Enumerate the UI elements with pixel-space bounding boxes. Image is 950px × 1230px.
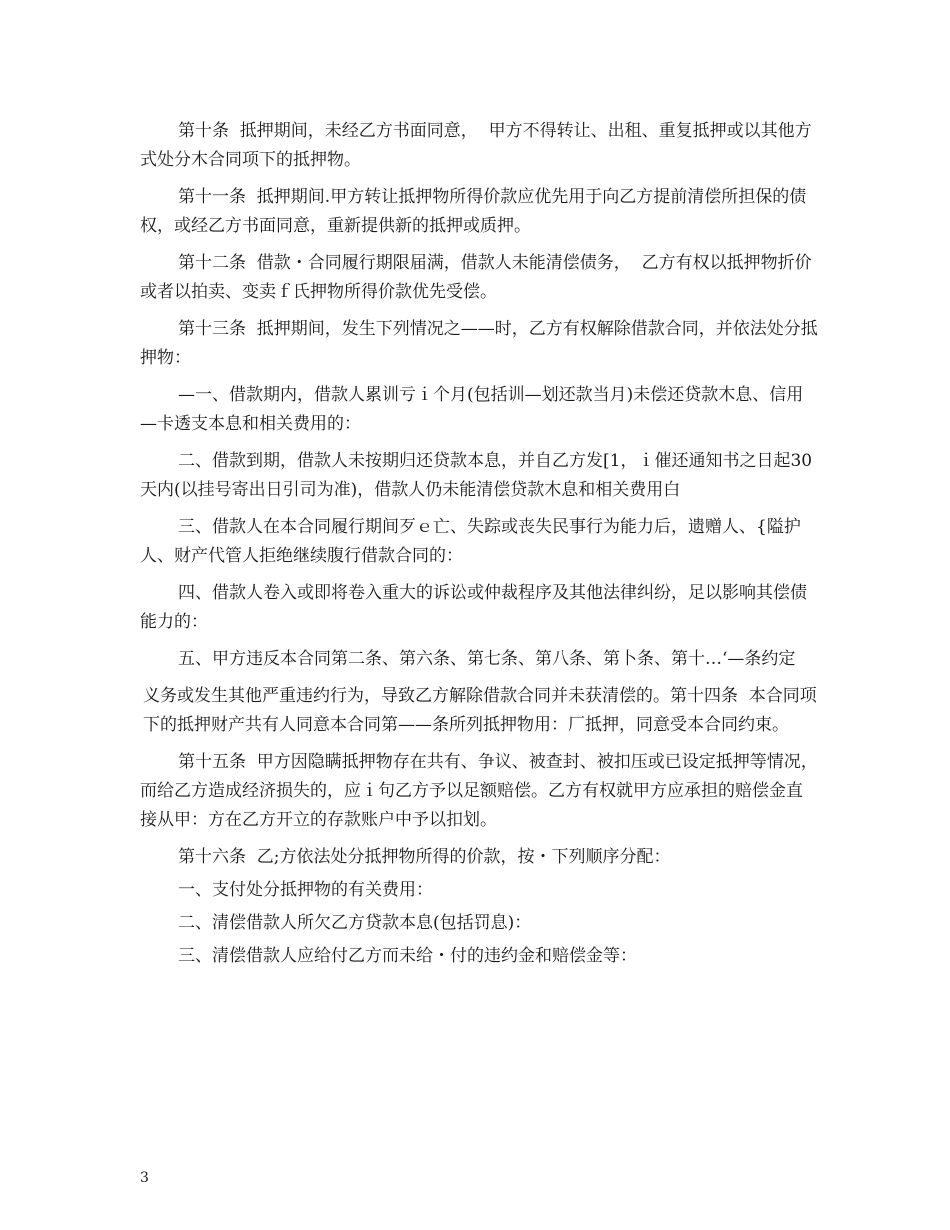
- article-13: 第十三条 抵押期间，发生下列情况之——时，乙方有权解除借款合同，并依法处分抵押物：: [140, 319, 818, 368]
- article-11: 第十一条 抵押期间.甲方转让抵押物所得价款应优先用于向乙方提前清偿所担保的债权，或经乙方书面同意，重新提供新的抵押或质押。: [140, 187, 807, 236]
- article-15: 第十五条 甲方因隐瞒抵押物存在共有、争议、被查封、被扣压或已设定抵押等情况，而给乙方造成经济损失的，应ｉ句乙方予以足额赔偿。乙方有权就甲方应承担的赔偿金直接从甲：方在乙方开立的存款账户中予以扣划。: [140, 752, 818, 830]
- clause-item-2: 二、借款到期，借款人未按期归还贷款本息，并自乙方发[1，ｉ催还通知书之日起30天内(以挂号寄出日引司为准)，借款人仍未能清偿贷款木息和相关费用白: [140, 451, 813, 500]
- article-14: 义务或发生其他严重违约行为，导致乙方解除借款合同并未获清偿的。第十四条 本合同项下的抵押财产共有人同意本合同第——条所列抵押物用：厂抵押，同意受本合同约束。: [143, 686, 817, 735]
- distribution-item-3: 三、清偿借款人应给付乙方而未给・付的违约金和赔偿金等：: [178, 946, 637, 966]
- clause-item-1: —一、借款期内，借款人累训亏ｉ个月(包括训—划还款当月)未偿还贷款木息、信用—卡透支本息和相关费用的：: [140, 385, 804, 434]
- page-number: 3: [140, 1170, 149, 1186]
- clause-item-5: 五、甲方违反本合同第二条、第六条、第七条、第八条、第卜条、第十…‘—条约定: [178, 649, 796, 669]
- distribution-item-1: 一、支付处分抵押物的有关费用：: [178, 880, 433, 900]
- document-body: [140, 117, 818, 975]
- article-16: 第十六条 乙;方依法处分抵押物所得的价款，按・下列顺序分配：: [178, 847, 671, 867]
- article-12: 第十二条 借款・合同履行期限届满，借款人未能清偿债务， 乙方有权以抵押物折价或者以拍卖、变卖ｆ氏押物所得价款优先受偿。: [140, 253, 812, 302]
- clause-item-4: 四、借款人卷入或即将卷入重大的诉讼或仲裁程序及其他法律纠纷，足以影响其偿债能力的：: [140, 583, 807, 632]
- distribution-item-2: 二、清偿借款人所欠乙方贷款本息(包括罚息)：: [178, 913, 532, 933]
- article-10: 第十条 抵押期间，未经乙方书面同意， 甲方不得转让、出租、重复抵押或以其他方式处分木合同项下的抵押物。: [140, 121, 812, 170]
- clause-item-3: 三、借款人在本合同履行期间歹ｅ亡、失踪或丧失民事行为能力后，遗赠人、{隘护人、财产代管人拒绝继续腹行借款合同的：: [140, 517, 801, 566]
